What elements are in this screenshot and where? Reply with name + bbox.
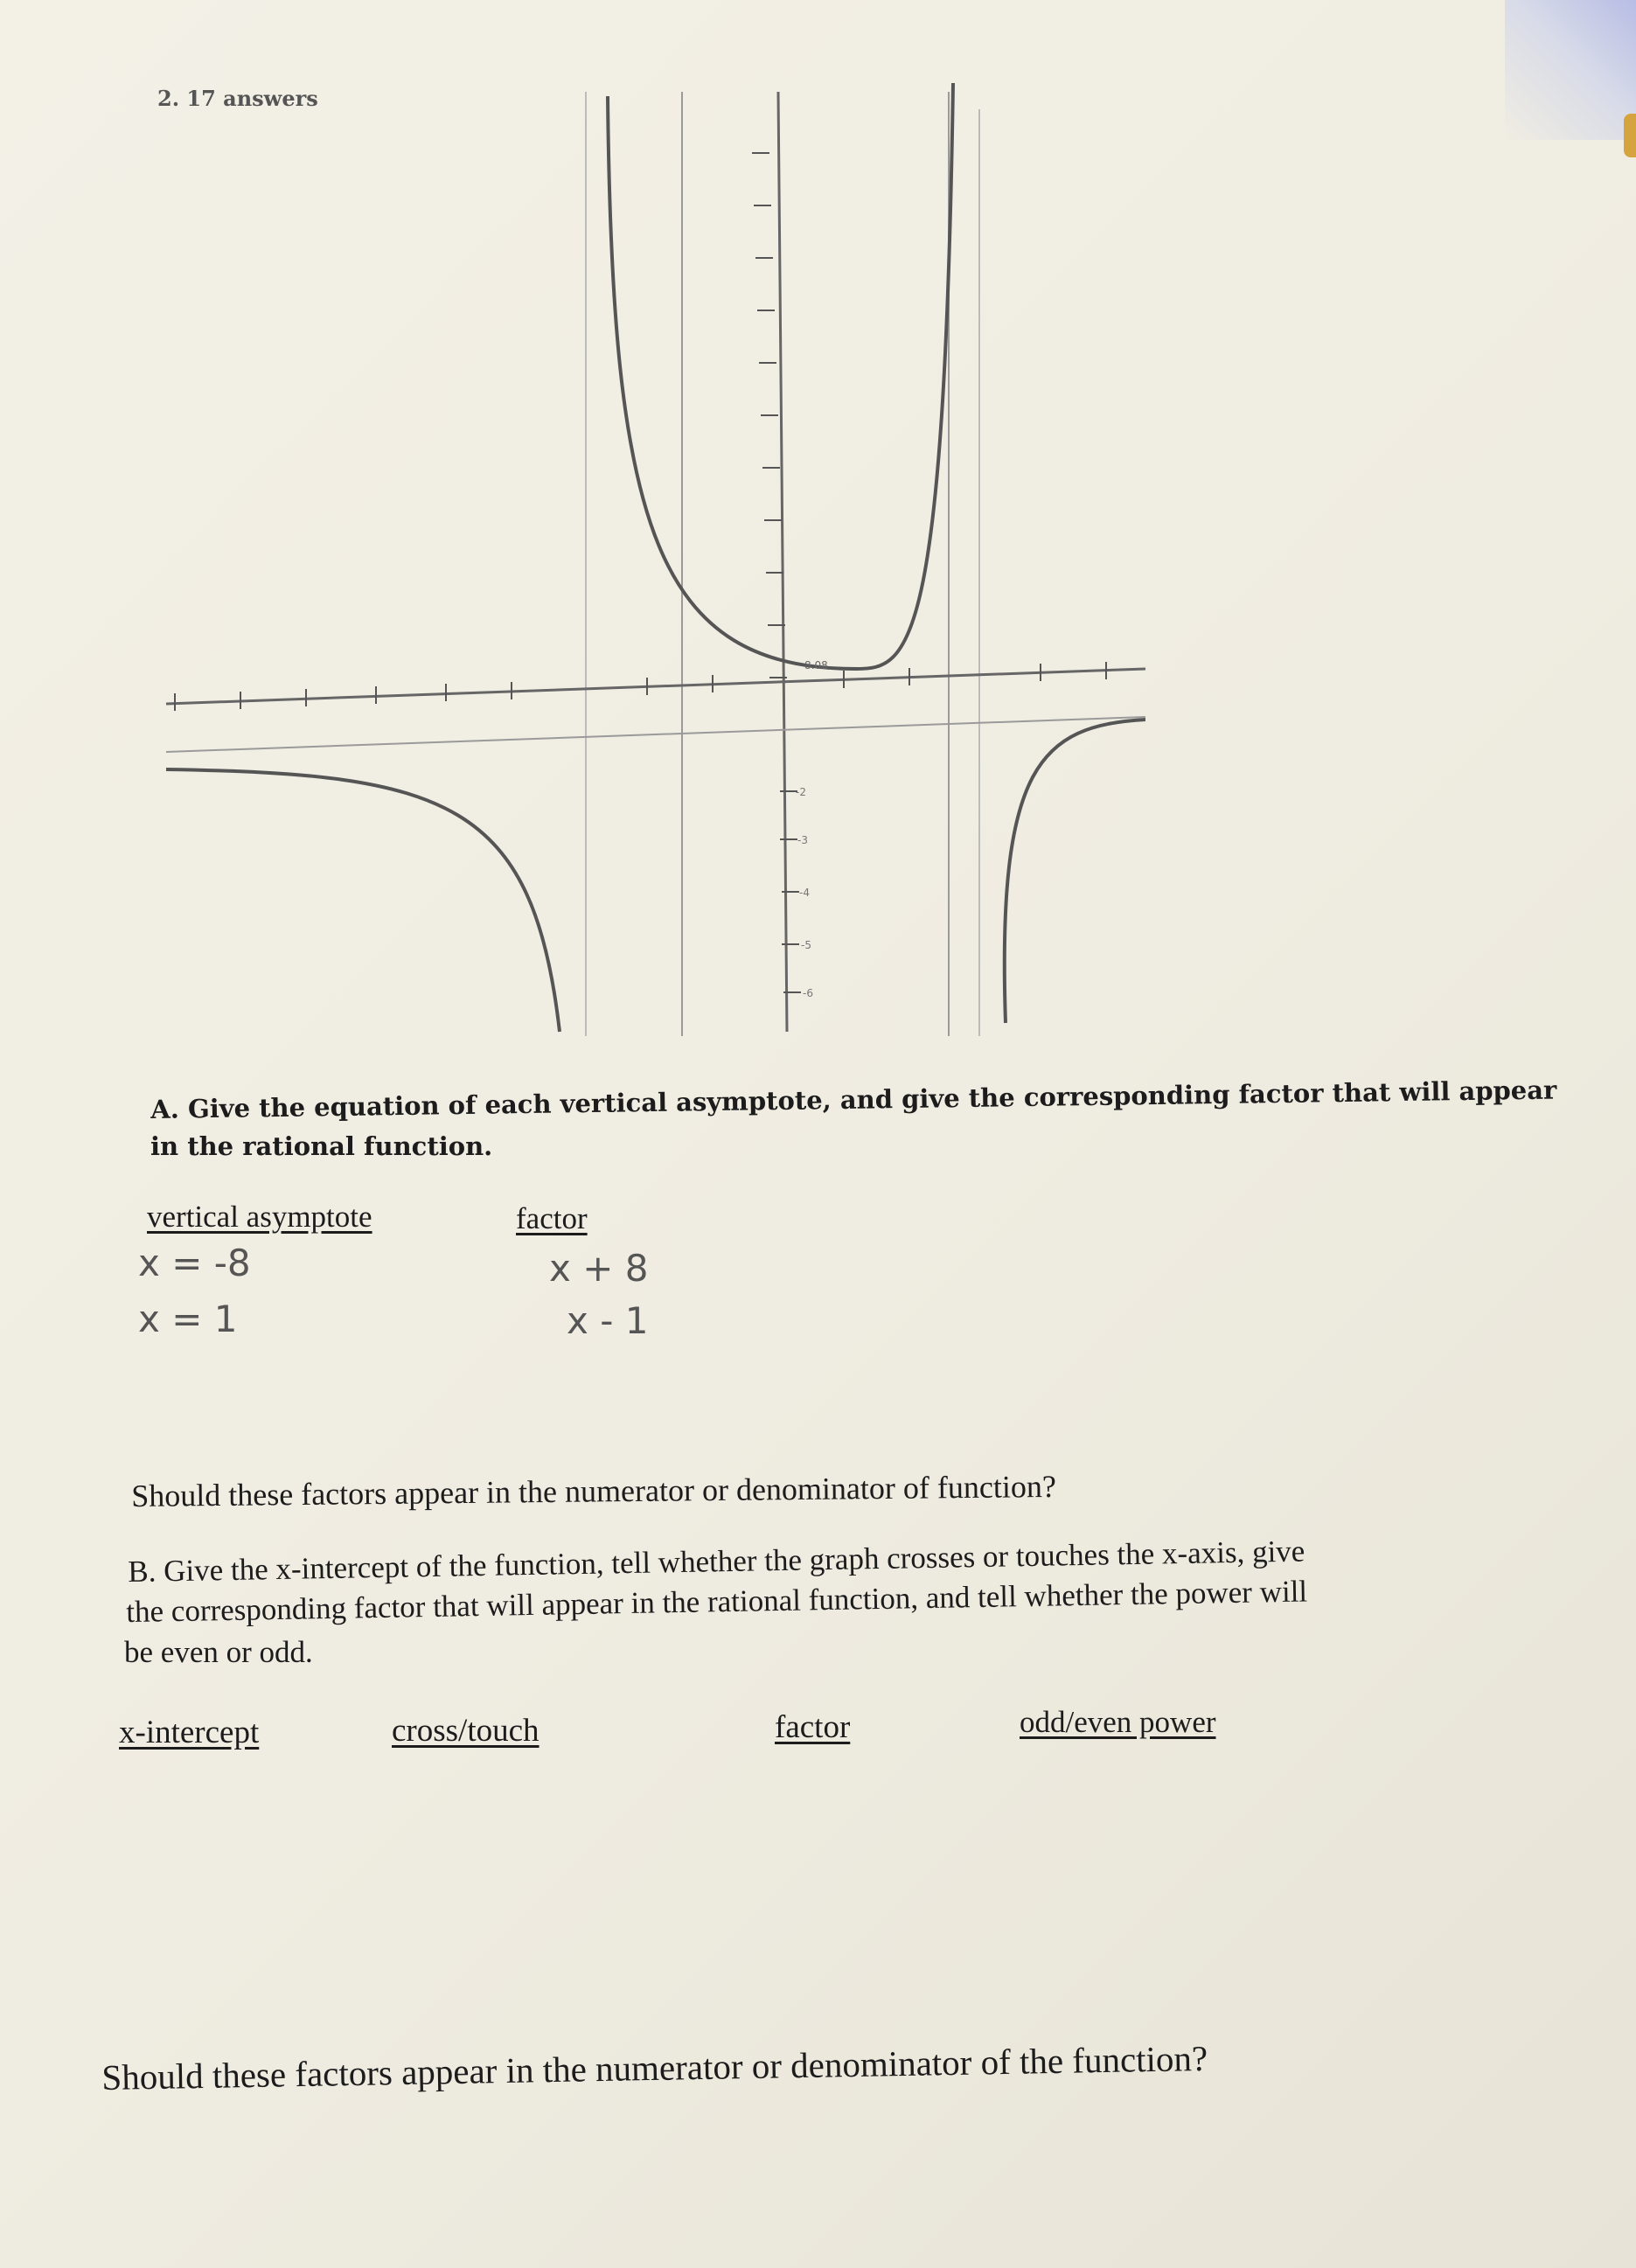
y-axis-ticks bbox=[752, 153, 801, 992]
header-vertical-asymptote: vertical asymptote bbox=[147, 1200, 372, 1234]
part-a-prompt-line1: A. Give the equation of each vertical asymptote, and give the corresponding factor that will appear bbox=[150, 1075, 1557, 1124]
left-branch-curve bbox=[166, 769, 560, 1032]
graph-label-min: 8.08 bbox=[804, 659, 828, 671]
rational-function-graph bbox=[157, 74, 1145, 1045]
part-a-followup: Should these factors appear in the numerator or denominator of function? bbox=[131, 1468, 1057, 1513]
header-cross-touch: cross/touch bbox=[392, 1713, 540, 1749]
y-axis bbox=[778, 92, 787, 1032]
header-factor: factor bbox=[516, 1201, 588, 1235]
horizontal-asymptote-line bbox=[166, 717, 1145, 752]
y-tick-label: -3 bbox=[797, 834, 808, 846]
answer-asymptote-2: x = 1 bbox=[138, 1297, 238, 1340]
header-factor-b: factor bbox=[775, 1709, 851, 1745]
header-x-intercept: x-intercept bbox=[119, 1715, 260, 1750]
part-b-prompt-line1: B. Give the x-intercept of the function, tell whether the graph crosses or touches the x-axis, give bbox=[128, 1534, 1305, 1589]
answer-factor-1: x + 8 bbox=[549, 1247, 649, 1290]
page-corner-shadow bbox=[1505, 0, 1636, 140]
question-label: 2. 17 answers bbox=[157, 86, 318, 111]
answer-factor-2: x - 1 bbox=[567, 1299, 649, 1342]
binder-tab bbox=[1624, 114, 1636, 157]
right-branch-curve bbox=[1005, 720, 1145, 1023]
part-b-followup: Should these factors appear in the numerator or denominator of the function? bbox=[101, 2037, 1208, 2098]
header-odd-even-power: odd/even power bbox=[1020, 1705, 1216, 1739]
x-axis bbox=[166, 669, 1145, 704]
part-b-prompt-line2: the corresponding factor that will appear in the rational function, and tell whether the power will bbox=[126, 1574, 1308, 1629]
answer-asymptote-1: x = -8 bbox=[138, 1242, 251, 1284]
part-a-prompt-line2: in the rational function. bbox=[150, 1131, 493, 1161]
part-b-prompt-line3: be even or odd. bbox=[124, 1635, 313, 1669]
y-tick-label: -6 bbox=[803, 987, 813, 999]
y-tick-label: -2 bbox=[796, 786, 806, 798]
y-tick-label: -5 bbox=[801, 939, 811, 951]
y-tick-label: -4 bbox=[799, 887, 810, 899]
